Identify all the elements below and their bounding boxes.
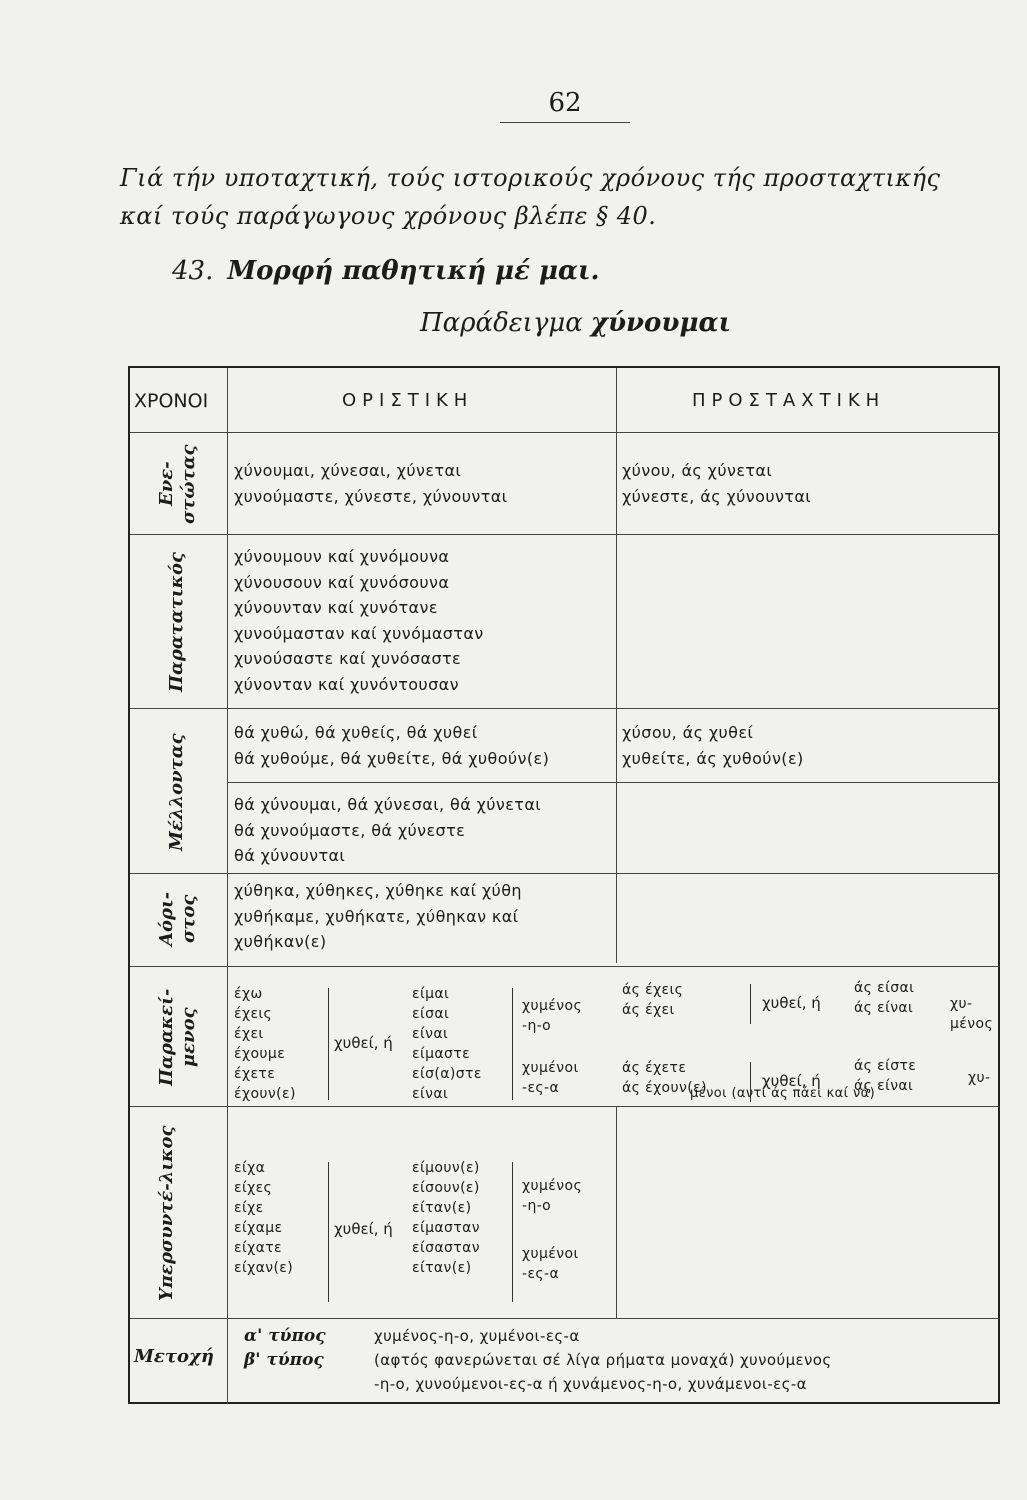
future-indicative-simple: θά χυθώ, θά χυθείς, θά χυθεί θά χυθούμε, θά χυθείτε, θά χυθούν(ε): [234, 723, 550, 768]
pluperfect-adjective-plural: χυμένοι -ες-α: [522, 1246, 579, 1282]
perfect-adjective-plural: χυμένοι -ες-α: [522, 1060, 579, 1096]
header-divider: [130, 432, 1000, 433]
example-heading: [420, 308, 731, 338]
row-divider-perfect: [130, 1106, 1000, 1107]
participle-type-b: β' τύπος: [244, 1350, 324, 1370]
participle-type-a-text: χυμένος-η-ο, χυμένοι-ες-α: [374, 1327, 580, 1345]
row-divider-imperfect: [130, 708, 1000, 709]
present-indicative: χύνουμαι, χύνεσαι, χύνεται χυνούμαστε, χύνεστε, χύνουνται: [234, 461, 508, 506]
row-divider-future: [130, 873, 1000, 874]
col-header-tenses: ΧΡΟΝΟΙ: [134, 390, 209, 412]
intro-line-2: καί τούς παράγωγους χρόνους βλέπε § 40.: [120, 202, 657, 230]
row-divider-aorist: [130, 966, 1000, 967]
example-label: Παράδειγμα: [420, 308, 583, 338]
aorist-indicative: χύθηκα, χύθηκες, χύθηκε καί χύθη χυθήκαμε, χυθήκατε, χύθηκαν καί χυθήκαν(ε): [234, 881, 522, 951]
perfect-participle: χυθεί, ή: [334, 1034, 393, 1052]
participle-type-b-text: (αφτός φανερώνεται σέ λίγα ρήματα μοναχά) χυνούμενος -η-ο, χυνούμενοι-ες-α ή χυνάμενος-η-ο, χυνάμενοι-ες-α: [374, 1351, 832, 1393]
mood-column-divider-lower: [616, 1106, 617, 1318]
perfect-imperative-participle-singular: χυθεί, ή: [762, 994, 821, 1012]
row-label-participle: Μετοχή: [134, 1346, 214, 1367]
row-label-imperfect: Παρατατικός: [166, 552, 187, 692]
perfect-imperative-participle-plural: χυθεί, ή: [762, 1072, 821, 1090]
pluperfect-participle: χυθεί, ή: [334, 1220, 393, 1238]
row-label-aorist: Αόρι-στος: [156, 891, 199, 947]
example-word: χύνουμαι: [590, 308, 732, 338]
tense-column-divider: [227, 368, 228, 1404]
intro-line-1: Γιά τήν υποταχτική, τούς ιστορικούς χρόνους τής προσταχτικής: [120, 164, 941, 192]
perfect-imperative-brace-1: [750, 984, 751, 1024]
perfect-eimai: είμαι είσαι είναι είμαστε είσ(α)στε είναι: [412, 986, 482, 1102]
perfect-adjective-singular: χυμένος -η-ο: [522, 998, 583, 1034]
section-number: 43.: [172, 256, 214, 286]
future-indicative-continuous: θά χύνουμαι, θά χύνεσαι, θά χύνεται θά χυνούμαστε, θά χύνεστε θά χύνουνται: [234, 795, 542, 865]
page-number-rule: [500, 122, 630, 123]
perfect-brace-1: [328, 988, 329, 1100]
perfect-imperative-aux-singular: άς έχεις άς έχει: [622, 982, 684, 1018]
col-header-imperative: ΠΡΟΣΤΑΧΤΙΚΗ: [692, 390, 886, 411]
perfect-imperative-adjective-plural: χυ-: [968, 1070, 991, 1086]
row-label-pluperfect: Υπερσυντέ-λικος: [156, 1125, 177, 1301]
row-divider-present: [130, 534, 1000, 535]
perfect-imperative-eimai-singular: άς είσαι άς είναι: [854, 980, 915, 1016]
section-heading: [172, 256, 600, 286]
future-imperative: χύσου, άς χυθεί χυθείτε, άς χυθούν(ε): [622, 723, 804, 768]
present-imperative: χύνου, άς χύνεται χύνεστε, άς χύνουνται: [622, 461, 812, 506]
perfect-imperative-adjective-singular: χυ- μένος: [950, 996, 994, 1032]
imperfect-indicative: χύνουμουν καί χυνόμουνα χύνουσουν καί χυνόσουνα χύνουνταν καί χυνότανε χυνούμασταν καί χυνόμασταν χυνούσαστε καί χυνόσαστε χύνονταν καί χυνόντουσαν: [234, 547, 484, 694]
perfect-brace-2: [512, 988, 513, 1100]
conjugation-table: [128, 366, 1000, 1404]
row-label-perfect: Παρακεί-μενος: [156, 988, 199, 1086]
row-divider-pluperfect: [130, 1318, 1000, 1319]
page-number: 62: [548, 88, 582, 118]
perfect-imperative-aux-plural: άς έχετε άς έχουν(ε): [622, 1060, 707, 1096]
section-title: Μορφή παθητική μέ μαι.: [227, 256, 600, 286]
row-divider-future-inner: [228, 782, 1000, 783]
pluperfect-brace-2: [512, 1162, 513, 1302]
pluperfect-auxiliary: είχα είχες είχε είχαμε είχατε είχαν(ε): [234, 1160, 294, 1276]
perfect-auxiliary: έχω έχεις έχει έχουμε έχετε έχουν(ε): [234, 986, 296, 1102]
pluperfect-adjective-singular: χυμένος -η-ο: [522, 1178, 583, 1214]
perfect-imperative-eimai-plural: άς είστε άς είναι: [854, 1058, 917, 1094]
col-header-indicative: ΟΡΙΣΤΙΚΗ: [342, 390, 474, 411]
participle-type-a: α' τύπος: [244, 1326, 326, 1346]
row-label-present: Ενε-στώτας: [156, 444, 199, 524]
row-label-future: Μέλλοντας: [166, 733, 187, 851]
pluperfect-brace-1: [328, 1162, 329, 1302]
pluperfect-eimai: είμουν(ε) είσουν(ε) είταν(ε) είμασταν είσασταν είταν(ε): [412, 1160, 480, 1276]
perfect-imperative-note: μένοι (αντί άς πάει καί νά): [690, 1086, 876, 1101]
